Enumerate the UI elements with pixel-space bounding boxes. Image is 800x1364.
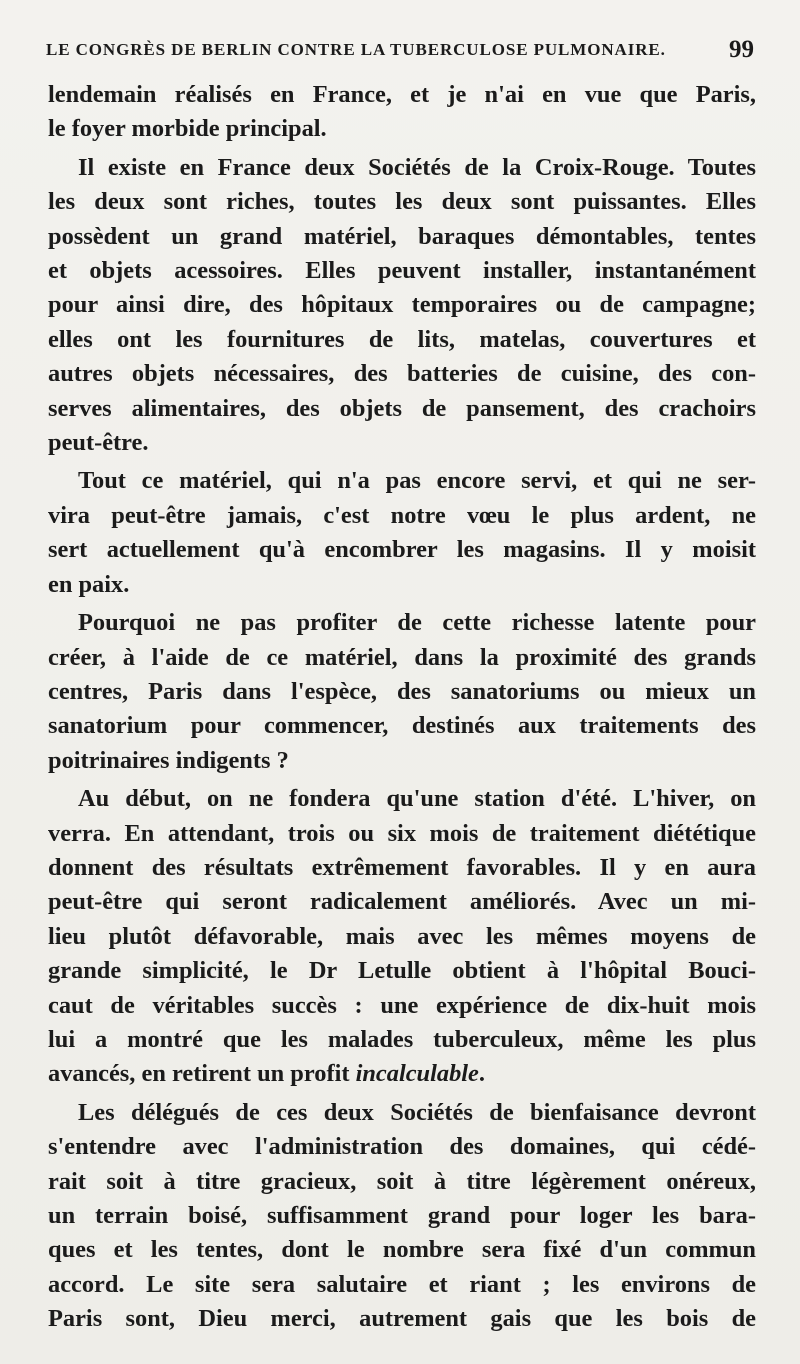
text-line: sanatorium pour commencer, destinés aux traitements des	[48, 712, 756, 740]
text-line: et objets acessoires. Elles peuvent installer, instantanément	[48, 257, 756, 285]
text-line: vira peut-être jamais, c'est notre vœu le plus ardent, ne	[48, 501, 756, 529]
paragraph-5	[48, 782, 756, 1092]
text-line: autres objets nécessaires, des batteries de cuisine, des con-	[48, 360, 756, 388]
text-line: Au début, on ne fondera qu'une station d'été. L'hiver, on	[78, 785, 756, 813]
text-line: les deux sont riches, toutes les deux sont puissantes. Elles	[48, 188, 756, 216]
page-number: 99	[729, 36, 754, 63]
text-fragment: .	[478, 1060, 485, 1088]
text-line: ques et les tentes, dont le nombre sera fixé d'un commun	[48, 1236, 756, 1264]
text-line: peut-être qui seront radicalement améliorés. Avec un mi-	[48, 888, 756, 916]
paragraph-6	[48, 1096, 756, 1337]
text-line: caut de véritables succès : une expérience de dix-huit mois	[48, 991, 756, 1019]
text-line: lui a montré que les malades tuberculeux, même les plus	[48, 1025, 756, 1053]
text-fragment: avancés, en retirent un profit	[48, 1060, 356, 1088]
text-line: le foyer morbide principal.	[48, 115, 327, 143]
text-line: centres, Paris dans l'espèce, des sanatoriums ou mieux un	[48, 677, 756, 705]
text-line: pour ainsi dire, des hôpitaux temporaires ou de campagne;	[48, 291, 756, 319]
text-line: sert actuellement qu'à encombrer les magasins. Il y moisit	[48, 536, 756, 564]
text-line: poitrinaires indigents ?	[48, 746, 289, 774]
text-line: Paris sont, Dieu merci, autrement gais que les bois de	[48, 1305, 756, 1333]
page-header	[46, 38, 758, 68]
text-line: Les délégués de ces deux Sociétés de bienfaisance devront	[78, 1098, 756, 1126]
italic-word: incalculable	[355, 1060, 479, 1088]
text-line: un terrain boisé, suffisamment grand pour loger les bara-	[48, 1202, 756, 1229]
text-line	[48, 1057, 756, 1091]
text-line: créer, à l'aide de ce matériel, dans la proximité des grands	[48, 643, 756, 671]
text-line: elles ont les fournitures de lits, matelas, couvertures et	[48, 325, 756, 353]
text-line: s'entendre avec l'administration des domaines, qui cédé-	[48, 1133, 756, 1161]
text-line: lendemain réalisés en France, et je n'ai en vue que Paris,	[48, 81, 756, 108]
paragraph-3	[48, 464, 756, 602]
text-line: accord. Le site sera salutaire et riant ; les environs de	[48, 1270, 756, 1298]
text-line: Il existe en France deux Sociétés de la Croix-Rouge. Toutes	[78, 153, 756, 181]
text-line: rait soit à titre gracieux, soit à titre légèrement onéreux,	[48, 1167, 756, 1195]
text-line: serves alimentaires, des objets de pansement, des crachoirs	[48, 394, 756, 422]
text-line: grande simplicité, le Dr Letulle obtient à l'hôpital Bouci-	[48, 957, 756, 985]
paragraph-2	[48, 151, 756, 461]
paragraph-1	[48, 78, 756, 147]
paragraph-4	[48, 606, 756, 778]
text-line: Tout ce matériel, qui n'a pas encore servi, et qui ne ser-	[78, 467, 756, 495]
running-title: LE CONGRÈS DE BERLIN CONTRE LA TUBERCULOSE PULMONAIRE.	[46, 40, 666, 59]
text-line: peut-être.	[48, 429, 149, 457]
text-line: donnent des résultats extrêmement favorables. Il y en aura	[48, 853, 756, 881]
text-line: possèdent un grand matériel, baraques démontables, tentes	[48, 222, 756, 250]
text-line: verra. En attendant, trois ou six mois de traitement diététique	[48, 819, 756, 847]
text-line: lieu plutôt défavorable, mais avec les mêmes moyens de	[48, 922, 756, 950]
text-line: Pourquoi ne pas profiter de cette richesse latente pour	[78, 609, 756, 637]
text-line: en paix.	[48, 570, 130, 598]
body-text	[48, 78, 756, 1337]
